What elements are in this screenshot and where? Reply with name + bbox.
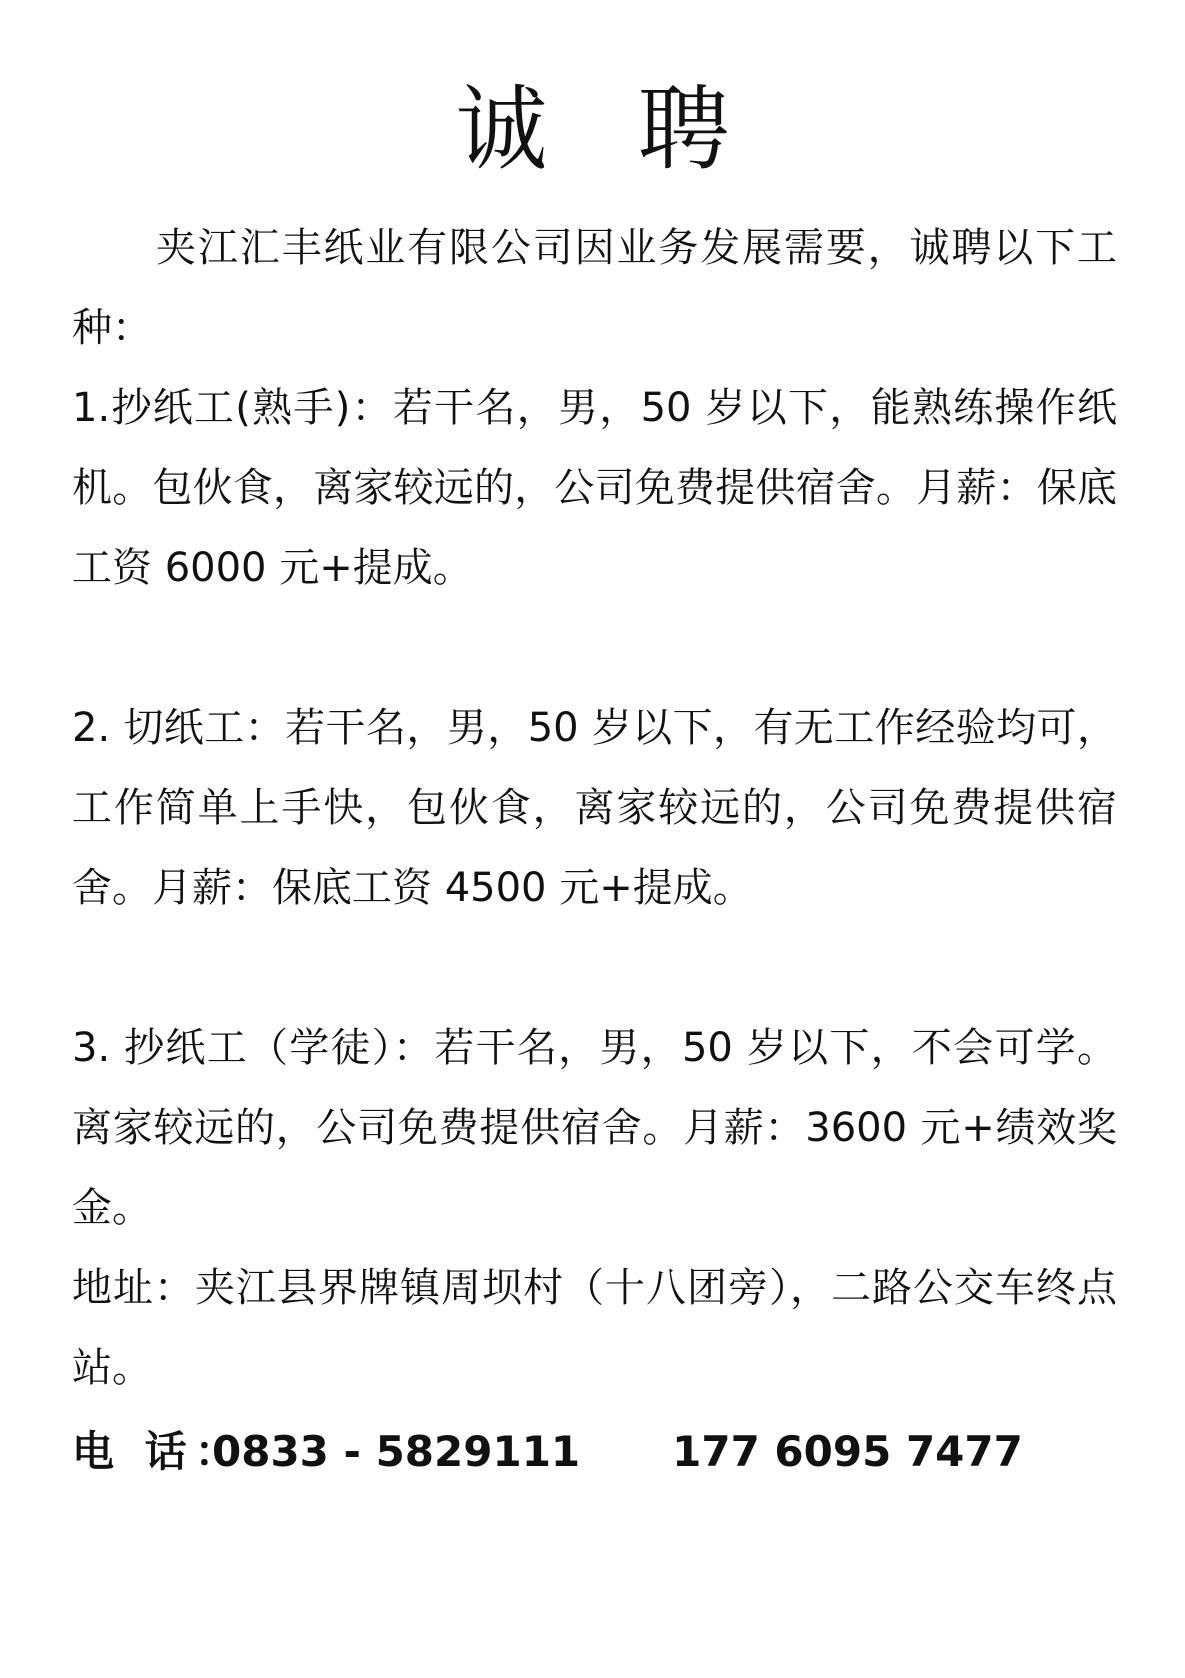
notice-body (72, 208, 1117, 1408)
page-title (0, 70, 1185, 190)
paragraph-spacer-2 (72, 928, 1117, 1008)
paragraph-spacer-1 (72, 608, 1117, 688)
position-item-1: 1.抄纸工(熟手)：若干名，男，50 岁以下，能熟练操作纸机。包伙食，离家较远的，公司免费提供宿舍。月薪：保底工资 6000 元+提成。 (72, 385, 1117, 591)
contact-phone-row (72, 1412, 1023, 1492)
address-paragraph: 地址：夹江县界牌镇周坝村（十八团旁），二路公交车终点站。 (72, 1265, 1117, 1391)
phone-label: 电 话： (72, 1427, 245, 1476)
title-char-1: 诚 (455, 76, 548, 183)
position-item-3: 3. 抄纸工（学徒）：若干名，男，50 岁以下，不会可学。离家较远的，公司免费提供宿舍。月薪：3600 元+绩效奖金。 (72, 1025, 1117, 1231)
title-char-2: 聘 (637, 76, 730, 183)
phone-number-mobile: 177 6095 7477 (672, 1427, 1023, 1476)
phone-number-landline: 0833 - 5829111 (212, 1427, 581, 1476)
intro-paragraph: 夹江汇丰纸业有限公司因业务发展需要，诚聘以下工种： (72, 225, 1117, 351)
position-item-2: 2. 切纸工：若干名，男，50 岁以下，有无工作经验均可，工作简单上手快，包伙食，离家较远的，公司免费提供宿舍。月薪：保底工资 4500 元+提成。 (72, 705, 1117, 911)
